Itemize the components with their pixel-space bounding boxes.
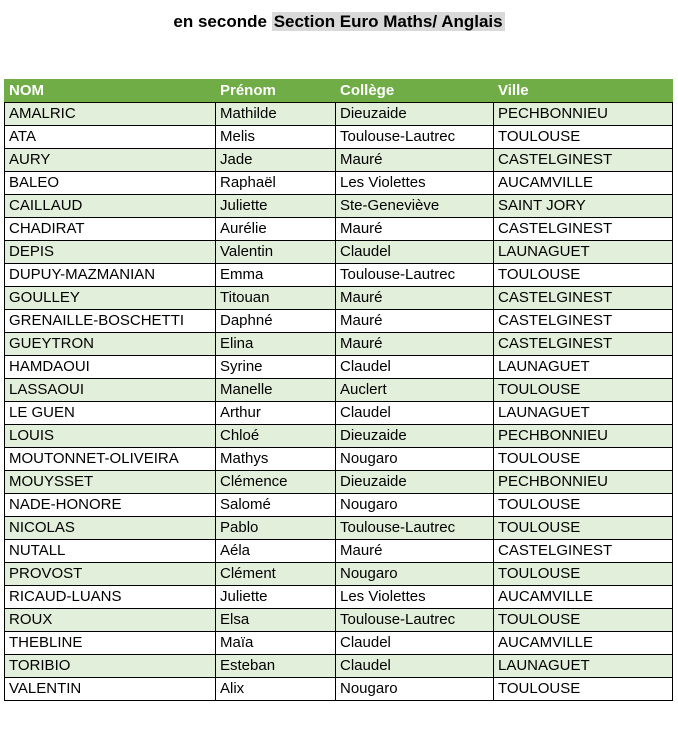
cell-nom: LOUIS: [5, 425, 216, 448]
cell-prenom: Mathys: [216, 448, 336, 471]
cell-college: Nougaro: [336, 448, 494, 471]
cell-ville: TOULOUSE: [494, 517, 673, 540]
cell-college: Dieuzaide: [336, 471, 494, 494]
cell-ville: CASTELGINEST: [494, 287, 673, 310]
cell-prenom: Juliette: [216, 195, 336, 218]
cell-college: Mauré: [336, 218, 494, 241]
table-row: [5, 632, 673, 655]
cell-nom: HAMDAOUI: [5, 356, 216, 379]
cell-nom: DEPIS: [5, 241, 216, 264]
cell-ville: TOULOUSE: [494, 678, 673, 701]
cell-college: Mauré: [336, 149, 494, 172]
table-row: [5, 356, 673, 379]
cell-prenom: Emma: [216, 264, 336, 287]
table-body: [5, 103, 673, 701]
cell-college: Mauré: [336, 310, 494, 333]
cell-prenom: Elina: [216, 333, 336, 356]
table-row: [5, 287, 673, 310]
table-row: [5, 333, 673, 356]
cell-prenom: Salomé: [216, 494, 336, 517]
cell-ville: LAUNAGUET: [494, 241, 673, 264]
cell-ville: LAUNAGUET: [494, 402, 673, 425]
title-highlight: Section Euro Maths/ Anglais: [273, 12, 503, 31]
table-row: [5, 563, 673, 586]
cell-college: Dieuzaide: [336, 425, 494, 448]
table-row: [5, 103, 673, 126]
cell-college: Les Violettes: [336, 586, 494, 609]
cell-ville: CASTELGINEST: [494, 149, 673, 172]
table-row: [5, 609, 673, 632]
cell-prenom: Juliette: [216, 586, 336, 609]
table-row: [5, 540, 673, 563]
cell-ville: TOULOUSE: [494, 379, 673, 402]
cell-nom: ATA: [5, 126, 216, 149]
student-table: [4, 79, 673, 701]
cell-nom: VALENTIN: [5, 678, 216, 701]
cell-nom: LE GUEN: [5, 402, 216, 425]
table-row: [5, 310, 673, 333]
cell-prenom: Maïa: [216, 632, 336, 655]
cell-nom: LASSAOUI: [5, 379, 216, 402]
table-row: [5, 655, 673, 678]
cell-ville: AUCAMVILLE: [494, 586, 673, 609]
cell-prenom: Valentin: [216, 241, 336, 264]
cell-college: Nougaro: [336, 678, 494, 701]
cell-nom: DUPUY-MAZMANIAN: [5, 264, 216, 287]
cell-prenom: Clémence: [216, 471, 336, 494]
cell-nom: THEBLINE: [5, 632, 216, 655]
cell-nom: MOUTONNET-OLIVEIRA: [5, 448, 216, 471]
cell-prenom: Clément: [216, 563, 336, 586]
cell-ville: PECHBONNIEU: [494, 425, 673, 448]
table-row: [5, 586, 673, 609]
table-row: [5, 517, 673, 540]
table-row: [5, 471, 673, 494]
table-row: [5, 448, 673, 471]
cell-nom: NUTALL: [5, 540, 216, 563]
cell-nom: NICOLAS: [5, 517, 216, 540]
cell-nom: BALEO: [5, 172, 216, 195]
cell-nom: MOUYSSET: [5, 471, 216, 494]
table-row: [5, 402, 673, 425]
cell-prenom: Titouan: [216, 287, 336, 310]
table-row: [5, 241, 673, 264]
cell-ville: CASTELGINEST: [494, 218, 673, 241]
cell-ville: LAUNAGUET: [494, 655, 673, 678]
table-row: [5, 195, 673, 218]
cell-college: Nougaro: [336, 563, 494, 586]
cell-ville: CASTELGINEST: [494, 333, 673, 356]
cell-college: Claudel: [336, 356, 494, 379]
cell-ville: TOULOUSE: [494, 448, 673, 471]
cell-college: Mauré: [336, 540, 494, 563]
cell-prenom: Alix: [216, 678, 336, 701]
cell-nom: ROUX: [5, 609, 216, 632]
cell-prenom: Aurélie: [216, 218, 336, 241]
cell-prenom: Mathilde: [216, 103, 336, 126]
cell-college: Claudel: [336, 632, 494, 655]
cell-prenom: Chloé: [216, 425, 336, 448]
cell-ville: SAINT JORY: [494, 195, 673, 218]
cell-ville: TOULOUSE: [494, 126, 673, 149]
cell-college: Mauré: [336, 287, 494, 310]
table-row: [5, 678, 673, 701]
cell-nom: PROVOST: [5, 563, 216, 586]
cell-college: Mauré: [336, 333, 494, 356]
cell-nom: CHADIRAT: [5, 218, 216, 241]
title-prefix: en seconde: [173, 12, 267, 31]
cell-ville: CASTELGINEST: [494, 540, 673, 563]
cell-prenom: Pablo: [216, 517, 336, 540]
page-title: [0, 10, 678, 34]
cell-nom: GUEYTRON: [5, 333, 216, 356]
cell-ville: TOULOUSE: [494, 609, 673, 632]
table-row: [5, 218, 673, 241]
cell-college: Toulouse-Lautrec: [336, 517, 494, 540]
cell-college: Toulouse-Lautrec: [336, 609, 494, 632]
cell-college: Les Violettes: [336, 172, 494, 195]
cell-ville: PECHBONNIEU: [494, 471, 673, 494]
cell-ville: TOULOUSE: [494, 563, 673, 586]
cell-ville: LAUNAGUET: [494, 356, 673, 379]
cell-prenom: Esteban: [216, 655, 336, 678]
cell-college: Toulouse-Lautrec: [336, 126, 494, 149]
table-row: [5, 494, 673, 517]
cell-prenom: Manelle: [216, 379, 336, 402]
table-row: [5, 264, 673, 287]
header-row: [5, 80, 673, 103]
cell-nom: CAILLAUD: [5, 195, 216, 218]
cell-nom: GRENAILLE-BOSCHETTI: [5, 310, 216, 333]
cell-nom: AURY: [5, 149, 216, 172]
cell-prenom: Jade: [216, 149, 336, 172]
cell-college: Claudel: [336, 655, 494, 678]
cell-ville: AUCAMVILLE: [494, 632, 673, 655]
cell-college: Nougaro: [336, 494, 494, 517]
cell-ville: TOULOUSE: [494, 494, 673, 517]
column-header-college: Collège: [336, 80, 494, 103]
column-header-nom: NOM: [5, 80, 216, 103]
cell-prenom: Melis: [216, 126, 336, 149]
cell-nom: AMALRIC: [5, 103, 216, 126]
cell-ville: AUCAMVILLE: [494, 172, 673, 195]
cell-college: Claudel: [336, 241, 494, 264]
cell-college: Toulouse-Lautrec: [336, 264, 494, 287]
cell-prenom: Raphaël: [216, 172, 336, 195]
cell-college: Ste-Geneviève: [336, 195, 494, 218]
cell-nom: NADE-HONORE: [5, 494, 216, 517]
table-row: [5, 172, 673, 195]
cell-prenom: Daphné: [216, 310, 336, 333]
table-row: [5, 425, 673, 448]
table-row: [5, 126, 673, 149]
cell-college: Auclert: [336, 379, 494, 402]
cell-prenom: Arthur: [216, 402, 336, 425]
cell-nom: TORIBIO: [5, 655, 216, 678]
table-row: [5, 149, 673, 172]
cell-prenom: Aéla: [216, 540, 336, 563]
cell-ville: CASTELGINEST: [494, 310, 673, 333]
cell-prenom: Syrine: [216, 356, 336, 379]
column-header-prenom: Prénom: [216, 80, 336, 103]
cell-college: Dieuzaide: [336, 103, 494, 126]
cell-ville: TOULOUSE: [494, 264, 673, 287]
cell-college: Claudel: [336, 402, 494, 425]
table-header: [5, 80, 673, 103]
table-row: [5, 379, 673, 402]
cell-nom: RICAUD-LUANS: [5, 586, 216, 609]
cell-ville: PECHBONNIEU: [494, 103, 673, 126]
cell-nom: GOULLEY: [5, 287, 216, 310]
column-header-ville: Ville: [494, 80, 673, 103]
cell-prenom: Elsa: [216, 609, 336, 632]
